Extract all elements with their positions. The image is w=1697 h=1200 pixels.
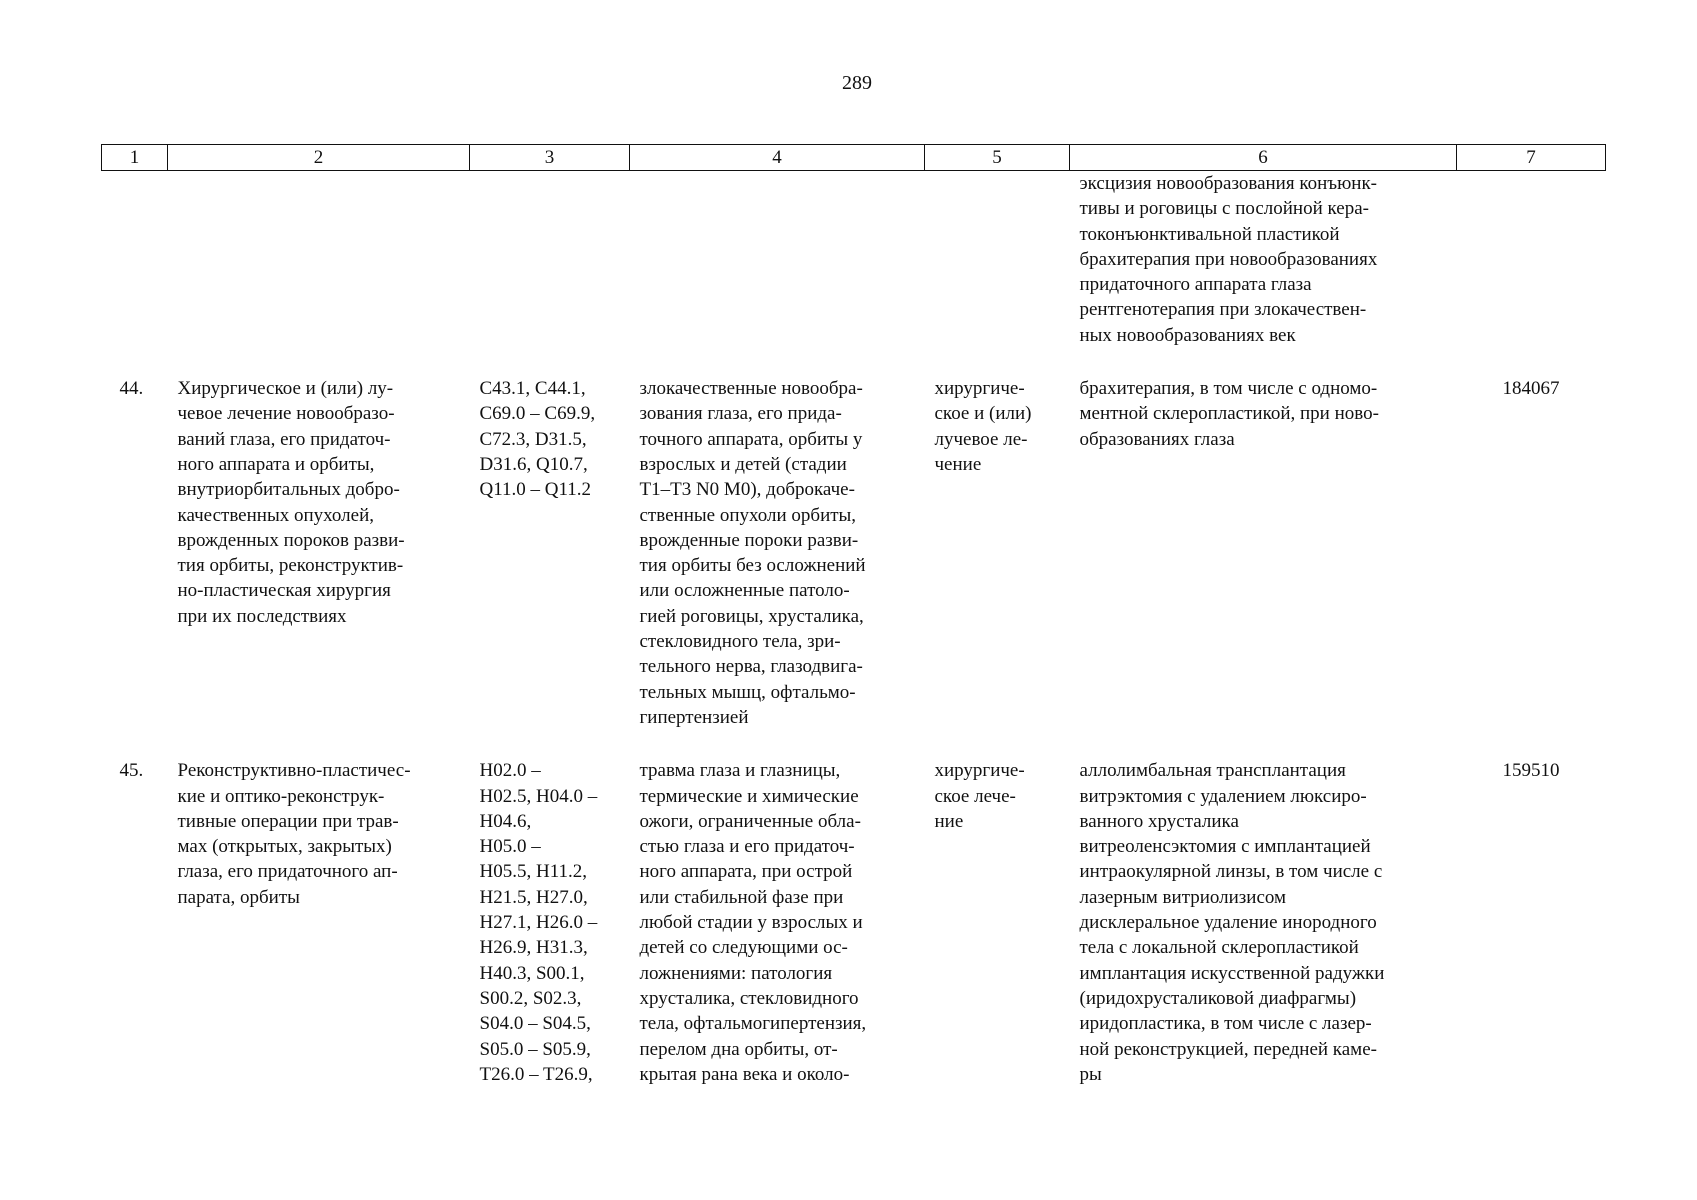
empty-cell [630,171,925,377]
empty-cell [102,171,168,377]
icd-codes: H02.0 – H02.5, H04.0 – H04.6, H05.0 – H05.5, H11.2, H21.5, H27.0, H27.1, H26.0 – H26.9, H31.3, H40.3, S00.1, S00.2, S02.3, S04.0 – S04.5, S05.0 – S05.9, T26.0 – T26.9, [479,760,598,1085]
row-number: 45. [119,760,144,782]
empty-cell [168,171,470,377]
method-item: витреоленсэктомия с имплантацией интраокулярной линзы, в том числе с лазерным витриолизисом [1079,836,1383,908]
treatment-type: хирургиче- ское и (или) лучевое ле- чение [934,378,1032,475]
patient-model: травма глаза и глазницы, термические и химические ожоги, ограниченные обла- стью глаза и его придаточ- ного аппарата, при острой или стабильной фазе при любой стадии у взрослых и детей со следующими ос- ложнениями: патология хрусталика, стекловидного тела, офтальмогипертензия, перелом дна орбиты, от- крытая рана века и около- [639,760,867,1085]
icd-codes: C43.1, C44.1, C69.0 – C69.9, C72.3, D31.5, D31.6, Q10.7, Q11.0 – Q11.2 [479,378,596,501]
row-number: 44. [119,378,144,400]
method-item: витрэктомия с удалением люксиро- ванного хрусталика [1079,785,1367,832]
method-item: рентгенотерапия при злокачествен- ных новообразованиях век [1079,299,1367,346]
column-header: 5 [925,145,1070,171]
service-name: Реконструктивно-пластичес- кие и оптико-реконструк- тивные операции при трав- мах (открытых, закрытых) глаза, его придаточного ап- парата, орбиты [177,760,411,908]
method-item: иридопластика, в том числе с лазер- ной реконструкцией, передней каме- ры [1079,1013,1377,1085]
column-header: 3 [470,145,630,171]
treatment-type: хирургиче- ское лече- ние [934,760,1025,832]
table-row [102,758,1606,1115]
methods-cell [1070,758,1457,1115]
continuation-row [102,171,1606,377]
empty-cell [1457,171,1606,377]
service-name: Хирургическое и (или) лу- чевое лечение новообразо- ваний глаза, его придаточ- ного аппарата и орбиты, внутриорбитальных добро- качественных опухолей, врожденных пороков разви- тия орбиты, реконструктив- но-пластическая хирургия при их последствиях [177,378,405,627]
column-header: 4 [630,145,925,171]
services-table [101,144,1606,1115]
methods-cell [1070,376,1457,758]
method-item: дисклеральное удаление инородного тела с локальной склеропластикой [1079,912,1377,959]
column-header: 6 [1070,145,1457,171]
column-header: 1 [102,145,168,171]
table-row [102,376,1606,758]
methods-cell [1070,171,1457,377]
patient-model: злокачественные новообра- зования глаза, его прида- точного аппарата, орбиты у взрослых и детей (стадии T1–T3 N0 M0), доброкаче- ственные опухоли орбиты, врожденные пороки разви- тия орбиты без осложнений или осложненные патоло- гией роговицы, хрусталика, стекловидного тела, зри- тельного нерва, глазодвига- тельных мышц, офтальмо- гипертензией [639,378,866,728]
column-number-row [102,145,1606,171]
empty-cell [470,171,630,377]
method-item: эксцизия новообразования конъюнк- тивы и роговицы с послойной кера- токонъюнктивальной пластикой [1079,173,1378,245]
method-item: брахитерапия, в том числе с одномо- ментной склеропластикой, при ново- образованиях глаза [1079,378,1379,450]
empty-cell [925,171,1070,377]
cost-value: 159510 [1502,760,1560,782]
cost-value: 184067 [1502,378,1560,400]
method-item: брахитерапия при новообразованиях придаточного аппарата глаза [1079,248,1378,296]
page-number: 289 [842,72,872,94]
column-header: 2 [168,145,470,171]
column-header: 7 [1457,145,1606,171]
method-item: аллолимбальная трансплантация [1079,760,1346,782]
method-item: имплантация искусственной радужки (иридохрусталиковой диафрагмы) [1079,962,1385,1009]
